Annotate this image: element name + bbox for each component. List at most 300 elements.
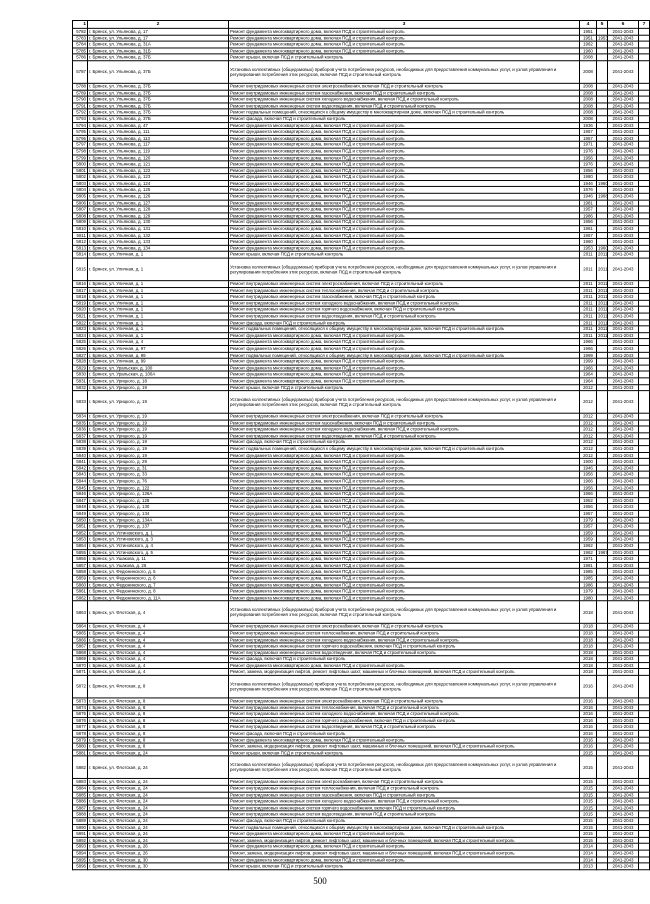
address-cell: г. Брянск, ул. Урицкого, д. 122 [88, 485, 229, 491]
work-description-cell: Ремонт фундамента многоквартирного дома, включая ПСД и строительный контроль [229, 575, 580, 581]
header-col-6: 6 [608, 20, 639, 28]
year-cell: 1966 [580, 491, 597, 497]
year-secondary-cell: 2011 [598, 307, 608, 312]
year-cell: 2012 [580, 446, 597, 452]
year-secondary-cell: 2011 [598, 332, 608, 338]
work-description-cell: Ремонт фундамента многоквартирного дома, включая ПСД и строительный контроль [229, 485, 580, 491]
work-description-cell: Ремонт фундамента многоквартирного дома, включая ПСД и строительный контроль [229, 504, 580, 510]
planned-period-cell: 2041-2043 [608, 116, 639, 122]
row-number: 5827 [73, 352, 88, 358]
address-cell: г. Брянск, ул. Ульянова, д. 120 [88, 155, 229, 161]
work-description-cell: Ремонт внутридомовых инженерных систем холодного водоснабжения, включая ПСД и строительный контроль [229, 637, 580, 643]
row-number: 5819 [73, 300, 88, 306]
year-cell: 1976 [580, 187, 597, 193]
planned-period-cell: 2041-2043 [608, 252, 639, 258]
row-number: 5871 [73, 669, 88, 675]
planned-period-cell: 2041-2043 [608, 863, 639, 869]
address-cell: г. Брянск, ул. Флотская, д. 24 [88, 837, 229, 843]
row-number: 5848 [73, 504, 88, 510]
work-description-cell: Ремонт фундамента многоквартирного дома, включая ПСД и строительный контроль [229, 28, 580, 34]
planned-period-cell: 2041-2043 [608, 155, 639, 161]
row-number: 5785 [73, 48, 88, 54]
work-description-cell: Ремонт фундамента многоквартирного дома, включая ПСД и строительный контроль [229, 358, 580, 364]
year-cell: 2018 [580, 669, 597, 675]
work-description-cell: Ремонт, замена, модернизация лифтов, ремонт лифтовых шахт, машинных и блочных помещений, включая ПСД и строительный контроль [229, 837, 580, 843]
header-col-7: 7 [639, 20, 650, 28]
year-secondary-cell [597, 601, 608, 624]
planned-period-cell: 2041-2043 [608, 426, 639, 432]
address-cell: г. Брянск, ул. Флотская, д. 4 [88, 624, 229, 630]
row-number: 5857 [73, 562, 88, 568]
year-cell: 2015 [580, 805, 597, 811]
year-cell: 2016 [580, 711, 597, 717]
work-description-cell: Ремонт фундамента многоквартирного дома, включая ПСД и строительный контроль [229, 167, 580, 173]
work-description-cell: Ремонт фундамента многоквартирного дома, включая ПСД и строительный контроль [229, 200, 580, 206]
row-number: 5814 [73, 252, 88, 258]
row-number: 5844 [73, 478, 88, 484]
year-cell: 1971 [580, 142, 597, 148]
address-cell: г. Брянск, ул. Уличная, д. 97 [88, 345, 229, 351]
work-description-cell: Ремонт фундамента многоквартирного дома, включая ПСД и строительный контроль [229, 530, 580, 536]
address-cell: г. Брянск, ул. Флотская, д. 24 [88, 756, 229, 779]
row-number: 5804 [73, 187, 88, 193]
work-description-cell: Ремонт фундамента многоквартирного дома, включая ПСД и строительный контроль [229, 452, 580, 458]
work-description-cell: Ремонт фундамента многоквартирного дома, включая ПСД и строительный контроль [229, 129, 580, 135]
year-cell: 1962 [580, 41, 597, 47]
year-cell: 1956 [580, 504, 597, 510]
planned-period-cell: 2041-2043 [608, 167, 639, 173]
row-number: 5884 [73, 785, 88, 791]
planned-period-cell: 2041-2043 [608, 485, 639, 491]
year-cell: 1956 [580, 472, 597, 478]
work-description-cell: Ремонт фундамента многоквартирного дома, включая ПСД и строительный контроль [229, 510, 580, 516]
row-number: 5874 [73, 704, 88, 710]
address-cell: г. Брянск, ул. Флотская, д. 24 [88, 818, 229, 824]
work-description-cell: Ремонт внутридомовых инженерных систем газоснабжения, включая ПСД и строительный контроль [229, 420, 580, 426]
year-cell: 1957 [580, 135, 597, 141]
year-cell: 1956 [580, 155, 597, 161]
planned-period-cell: 2041-2043 [608, 756, 639, 779]
year-cell: 1979 [580, 588, 597, 594]
work-description-cell: Ремонт внутридомовых инженерных систем теплоснабжения, включая ПСД и строительный контроль [229, 785, 580, 791]
address-cell: г. Брянск, ул. Ульянова, д. 37Б [88, 103, 229, 109]
address-cell: г. Брянск, ул. Ульянова, д. 126 [88, 193, 229, 199]
year-secondary-cell [597, 391, 608, 414]
address-cell: г. Брянск, ул. Федюнинского, д. 7 [88, 582, 229, 588]
address-cell: г. Брянск, ул. Урицкого, д. 19 [88, 384, 229, 390]
row-number: 5805 [73, 193, 88, 199]
work-description-cell: Ремонт фундамента многоквартирного дома, включая ПСД и строительный контроль [229, 187, 580, 193]
address-cell: г. Брянск, ул. Ульянова, д. 47 [88, 122, 229, 128]
year-cell: 2018 [580, 601, 597, 624]
planned-period-cell: 2041-2043 [608, 294, 639, 300]
year-cell: 2015 [580, 756, 597, 779]
work-description-cell: Ремонт фундамента многоквартирного дома, включая ПСД и строительный контроль [229, 543, 580, 549]
work-description-cell: Ремонт внутридомовых инженерных систем электроснабжения, включая ПСД и строительный контроль [229, 281, 580, 287]
year-secondary-cell: 1967 [598, 549, 608, 555]
work-description-cell: Ремонт фундамента многоквартирного дома, включая ПСД и строительный контроль [229, 365, 580, 371]
work-description-cell: Ремонт внутридомовых инженерных систем холодного водоснабжения, включая ПСД и строительный контроль [229, 711, 580, 717]
planned-period-cell: 2041-2043 [608, 730, 639, 736]
row-number: 5793 [73, 116, 88, 122]
planned-period-cell: 2041-2043 [608, 148, 639, 154]
year-cell: 1962 [580, 543, 597, 549]
planned-period-cell: 2041-2043 [608, 601, 639, 624]
row-number: 5820 [73, 307, 88, 313]
year-cell: 1957 [580, 510, 597, 516]
work-description-cell: Ремонт фундамента многоквартирного дома, включая ПСД и строительный контроль [229, 844, 580, 850]
planned-period-cell: 2041-2043 [608, 650, 639, 656]
row-number: 5869 [73, 656, 88, 662]
year-secondary-cell: 1953 [598, 35, 608, 41]
work-description-cell: Ремонт фундамента многоквартирного дома, включая ПСД и строительный контроль [229, 737, 580, 743]
planned-period-cell: 2041-2043 [608, 630, 639, 636]
row-number: 5886 [73, 798, 88, 804]
year-cell: 1936 [580, 122, 597, 128]
year-cell: 2008 [580, 96, 597, 102]
planned-period-cell: 2041-2043 [608, 420, 639, 426]
planned-period-cell: 2041-2043 [608, 643, 639, 649]
year-cell: 2018 [580, 637, 597, 643]
planned-period-cell: 2041-2043 [608, 556, 639, 562]
table-row [73, 675, 650, 698]
work-description-cell: Установка коллективных (общедомовых) приборов учета потребления ресурсов, необходимых для предоставления коммунальных услуг, и узлов управления и регулирования потребления этих ресурсов, включая ПСД и строительный контроль [229, 391, 580, 414]
row-number: 5811 [73, 232, 88, 238]
year-cell: 1900 [580, 459, 597, 465]
work-description-cell: Ремонт внутридомовых инженерных систем теплоснабжения, включая ПСД и строительный контроль [229, 287, 580, 293]
work-description-cell: Ремонт фундамента многоквартирного дома, включая ПСД и строительный контроль [229, 206, 580, 212]
empty-cell [639, 756, 650, 779]
year-secondary-cell [597, 756, 608, 779]
row-number: 5850 [73, 517, 88, 523]
year-cell: 2018 [580, 630, 597, 636]
year-cell: 1957 [580, 129, 597, 135]
empty-cell [639, 863, 650, 869]
row-number: 5890 [73, 824, 88, 830]
work-description-cell: Ремонт внутридомовых инженерных систем водоотведения, включая ПСД и строительный контроль [229, 650, 580, 656]
year-cell: 2008 [580, 83, 597, 89]
work-description-cell: Ремонт фундамента многоквартирного дома, включая ПСД и строительный контроль [229, 465, 580, 471]
work-description-cell: Ремонт внутридомовых инженерных систем горячего водоснабжения, включая ПСД и строительный контроль [229, 643, 580, 649]
year-cell: 2011 [580, 252, 597, 258]
work-description-cell: Ремонт фундамента многоквартирного дома, включая ПСД и строительный контроль [229, 371, 580, 377]
year-cell: 1960 [580, 48, 597, 54]
row-number: 5794 [73, 122, 88, 128]
row-number: 5839 [73, 446, 88, 452]
address-cell: г. Брянск, ул. Флотская, д. 24 [88, 798, 229, 804]
work-description-cell: Ремонт внутридомовых инженерных систем водоотведения, включая ПСД и строительный контроль [229, 724, 580, 730]
planned-period-cell: 2041-2043 [608, 743, 639, 749]
row-number: 5887 [73, 805, 88, 811]
address-cell: г. Брянск, ул. Флотская, д. 4 [88, 601, 229, 624]
work-description-cell: Ремонт внутридомовых инженерных систем холодного водоснабжения, включая ПСД и строительный контроль [229, 96, 580, 102]
year-cell: 2018 [580, 656, 597, 662]
row-number: 5782 [73, 28, 88, 34]
year-secondary-cell: 2011 [598, 320, 608, 325]
year-secondary-cell: 2011 [598, 300, 608, 306]
empty-cell [639, 675, 650, 698]
work-description-cell: Ремонт фундамента многоквартирного дома, включая ПСД и строительный контроль [229, 523, 580, 529]
year-cell: 1946 [580, 180, 597, 186]
planned-period-cell: 2041-2043 [608, 28, 639, 34]
planned-period-cell: 2041-2043 [608, 142, 639, 148]
address-cell: г. Брянск, ул. Устиновского, д. 5 [88, 549, 229, 555]
year-cell: 1999 [580, 358, 597, 364]
year-cell: 1951 [580, 35, 597, 41]
address-cell: г. Брянск, ул. Урицкого, д. 126А [88, 491, 229, 497]
row-number: 5789 [73, 90, 88, 96]
planned-period-cell: 2041-2043 [608, 792, 639, 798]
planned-period-cell: 2041-2043 [608, 83, 639, 89]
planned-period-cell: 2041-2043 [608, 446, 639, 452]
address-cell: г. Брянск, ул. Урицкого, д. 19 [88, 439, 229, 445]
row-number: 5837 [73, 433, 88, 439]
row-number: 5840 [73, 452, 88, 458]
table-row [73, 863, 650, 869]
address-cell: г. Брянск, ул. Уличная, д. 4 [88, 339, 229, 345]
address-cell: г. Брянск, ул. Уличная, д. 99 [88, 352, 229, 358]
year-cell: 2018 [580, 650, 597, 656]
row-number: 5868 [73, 650, 88, 656]
year-cell: 1966 [580, 339, 597, 345]
address-cell: г. Брянск, ул. Флотская, д. 8 [88, 724, 229, 730]
planned-period-cell: 2041-2043 [608, 332, 639, 338]
year-secondary-cell: 2011 [598, 294, 608, 300]
address-cell: г. Брянск, ул. Ульянова, д. 124 [88, 180, 229, 186]
year-cell: 1980 [580, 595, 597, 601]
table-row [73, 756, 650, 779]
year-cell: 1960 [580, 239, 597, 245]
work-description-cell: Ремонт внутридомовых инженерных систем электроснабжения, включая ПСД и строительный контроль [229, 779, 580, 785]
table-body [73, 28, 650, 869]
address-cell: г. Брянск, ул. Федюнинского, д. 5 [88, 569, 229, 575]
table-row [73, 601, 650, 624]
planned-period-cell: 2041-2043 [608, 523, 639, 529]
row-number: 5865 [73, 630, 88, 636]
year-cell: 2018 [580, 643, 597, 649]
year-cell: 1971 [580, 556, 597, 562]
row-number: 5851 [73, 523, 88, 529]
row-number: 5817 [73, 287, 88, 293]
planned-period-cell: 2041-2043 [608, 656, 639, 662]
year-cell: 1981 [580, 200, 597, 206]
address-cell: г. Брянск, ул. Федюнинского, д. 11А [88, 595, 229, 601]
work-description-cell: Ремонт фасада, включая ПСД и строительный контроль [229, 439, 580, 445]
row-number: 5823 [73, 326, 88, 332]
year-cell: 2011 [580, 300, 597, 306]
planned-period-cell: 2041-2043 [608, 226, 639, 232]
row-number: 5829 [73, 365, 88, 371]
address-cell: г. Брянск, ул. Флотская, д. 4 [88, 656, 229, 662]
planned-period-cell: 2041-2043 [608, 491, 639, 497]
planned-period-cell: 2041-2043 [608, 213, 639, 219]
row-number: 5896 [73, 863, 88, 869]
address-cell: г. Брянск, ул. Уличная, д. 99 [88, 358, 229, 364]
address-cell: г. Брянск, ул. Ушакова, д. 26 [88, 562, 229, 568]
address-cell: г. Брянск, ул. Ульянова, д. 37Б [88, 83, 229, 89]
planned-period-cell: 2041-2043 [608, 624, 639, 630]
address-cell: г. Брянск, ул. Ульянова, д. 127 [88, 200, 229, 206]
row-number: 5862 [73, 595, 88, 601]
year-cell: 2015 [580, 811, 597, 817]
row-number: 5854 [73, 543, 88, 549]
address-cell: г. Брянск, ул. Флотская, д. 4 [88, 662, 229, 668]
year-secondary-cell: 2011 [598, 281, 608, 287]
address-cell: г. Брянск, ул. Федюнинского, д. 8 [88, 588, 229, 594]
planned-period-cell: 2041-2043 [608, 517, 639, 523]
work-description-cell: Ремонт подвальных помещений, относящихся к общему имуществу в многоквартирном доме, включая ПСД и строительный контроль [229, 326, 580, 332]
row-number: 5879 [73, 737, 88, 743]
planned-period-cell: 2041-2043 [608, 569, 639, 575]
year-cell: 2016 [580, 675, 597, 698]
row-number: 5826 [73, 345, 88, 351]
year-cell: 1985 [580, 575, 597, 581]
address-cell: г. Брянск, ул. Ульянова, д. 130 [88, 219, 229, 225]
work-description-cell: Ремонт крыши, включая ПСД и строительный контроль [229, 750, 580, 756]
planned-period-cell: 2041-2043 [608, 724, 639, 730]
planned-period-cell: 2041-2043 [608, 219, 639, 225]
year-cell: 2015 [580, 798, 597, 804]
address-cell: г. Брянск, ул. Устиновского, д. 3 [88, 536, 229, 542]
planned-period-cell: 2041-2043 [608, 675, 639, 698]
planned-period-cell: 2041-2043 [608, 549, 639, 555]
work-description-cell: Ремонт, замена, модернизация лифтов, ремонт лифтовых шахт, машинных и блочных помещений, включая ПСД и строительный контроль [229, 743, 580, 749]
year-cell: 2012 [580, 439, 597, 445]
work-description-cell: Ремонт фундамента многоквартирного дома, включая ПСД и строительный контроль [229, 588, 580, 594]
planned-period-cell: 2041-2043 [608, 200, 639, 206]
year-cell: 1962 [580, 549, 597, 555]
year-cell: 1976 [580, 148, 597, 154]
year-cell: 2011 [580, 326, 597, 332]
address-cell: г. Брянск, ул. Флотская, д. 8 [88, 711, 229, 717]
row-number: 5885 [73, 792, 88, 798]
row-number: 5864 [73, 624, 88, 630]
work-description-cell: Ремонт фундамента многоквартирного дома, включая ПСД и строительный контроль [229, 491, 580, 497]
table-row [73, 391, 650, 414]
year-cell: 1956 [580, 219, 597, 225]
planned-period-cell: 2041-2043 [608, 103, 639, 109]
address-cell: г. Брянск, ул. Флотская, д. 26 [88, 844, 229, 850]
address-cell: г. Брянск, ул. Урицкого, д. 19 [88, 413, 229, 419]
year-cell: 1981 [580, 562, 597, 568]
address-cell: г. Брянск, ул. Ульянова, д. 125 [88, 187, 229, 193]
year-cell: 2011 [580, 313, 597, 319]
row-number: 5803 [73, 180, 88, 186]
work-description-cell: Ремонт фундамента многоквартирного дома, включая ПСД и строительный контроль [229, 517, 580, 523]
planned-period-cell: 2041-2043 [608, 129, 639, 135]
row-number: 5852 [73, 530, 88, 536]
address-cell: г. Брянск, ул. Урицкого, д. 19 [88, 426, 229, 432]
year-secondary-cell: 1968 [598, 193, 608, 199]
work-description-cell: Ремонт фундамента многоквартирного дома, включая ПСД и строительный контроль [229, 595, 580, 601]
planned-period-cell: 2041-2043 [608, 798, 639, 804]
address-cell: г. Брянск, ул. Флотская, д. 24 [88, 824, 229, 830]
address-cell: г. Брянск, ул. Урицкого, д. 76 [88, 478, 229, 484]
year-cell: 2016 [580, 724, 597, 730]
year-cell: 2016 [580, 730, 597, 736]
row-number: 5788 [73, 83, 88, 89]
address-cell: г. Брянск, ул. Ульянова, д. 134 [88, 245, 229, 251]
planned-period-cell: 2041-2043 [608, 391, 639, 414]
row-number: 5883 [73, 779, 88, 785]
work-description-cell: Ремонт фундамента многоквартирного дома, включая ПСД и строительный контроль [229, 219, 580, 225]
planned-period-cell: 2041-2043 [608, 717, 639, 723]
address-cell: г. Брянск, ул. Урицкого, д. 134А [88, 517, 229, 523]
row-number: 5878 [73, 730, 88, 736]
row-number: 5855 [73, 549, 88, 555]
planned-period-cell: 2041-2043 [608, 844, 639, 850]
row-number: 5834 [73, 413, 88, 419]
row-number: 5853 [73, 536, 88, 542]
planned-period-cell: 2041-2043 [608, 811, 639, 817]
year-cell: 1979 [580, 517, 597, 523]
year-cell: 2008 [580, 90, 597, 96]
work-description-cell: Ремонт фасада, включая ПСД и строительный контроль [229, 320, 580, 326]
planned-period-cell: 2041-2043 [608, 779, 639, 785]
address-cell: г. Брянск, ул. Ульянова, д. 37Б [88, 61, 229, 84]
work-description-cell: Ремонт фундамента многоквартирного дома, включая ПСД и строительный контроль [229, 142, 580, 148]
row-number: 5833 [73, 391, 88, 414]
row-number: 5783 [73, 35, 88, 41]
year-cell: 1959 [580, 530, 597, 536]
row-number: 5806 [73, 200, 88, 206]
row-number: 5792 [73, 109, 88, 115]
work-description-cell: Ремонт фасада, включая ПСД и строительный контроль [229, 730, 580, 736]
row-number: 5790 [73, 96, 88, 102]
row-number: 5838 [73, 439, 88, 445]
planned-period-cell: 2041-2043 [608, 857, 639, 863]
work-description-cell: Ремонт фундамента многоквартирного дома, включая ПСД и строительный контроль [229, 569, 580, 575]
planned-period-cell: 2041-2043 [608, 245, 639, 251]
planned-period-cell: 2041-2043 [608, 669, 639, 675]
year-secondary-cell: 2011 [598, 287, 608, 293]
year-cell: 2012 [580, 413, 597, 419]
row-number: 5825 [73, 339, 88, 345]
planned-period-cell: 2041-2043 [608, 287, 639, 293]
address-cell: г. Брянск, ул. Уличная, д. 1 [88, 281, 229, 287]
row-number: 5784 [73, 41, 88, 47]
address-cell: г. Брянск, ул. Флотская, д. 24 [88, 750, 229, 756]
address-cell: г. Брянск, ул. Урицкого, д. 33 [88, 472, 229, 478]
work-description-cell: Ремонт внутридомовых инженерных систем горячего водоснабжения, включая ПСД и строительный контроль [229, 717, 580, 723]
address-cell: г. Брянск, ул. Ульянова, д. 113 [88, 135, 229, 141]
address-cell: г. Брянск, ул. Флотская, д. 30 [88, 857, 229, 863]
year-secondary-cell: 1960 [598, 245, 608, 251]
year-cell: 2015 [580, 818, 597, 824]
row-number: 5835 [73, 420, 88, 426]
work-description-cell: Ремонт внутридомовых инженерных систем холодного водоснабжения, включая ПСД и строительный контроль [229, 300, 580, 306]
work-description-cell: Ремонт внутридомовых инженерных систем горячего водоснабжения, включая ПСД и строительный контроль [229, 805, 580, 811]
work-description-cell: Ремонт фундамента многоквартирного дома, включая ПСД и строительный контроль [229, 232, 580, 238]
row-number: 5798 [73, 148, 88, 154]
address-cell: г. Брянск, ул. Устиновского, д. 4 [88, 543, 229, 549]
address-cell: г. Брянск, ул. Флотская, д. 8 [88, 675, 229, 698]
planned-period-cell: 2041-2043 [608, 510, 639, 516]
year-secondary-cell: 2011 [598, 313, 608, 319]
header-col-2: 2 [88, 20, 229, 28]
year-cell: 1953 [580, 245, 597, 251]
row-number: 5881 [73, 750, 88, 756]
address-cell: г. Брянск, ул. Ульянова, д. 122 [88, 167, 229, 173]
planned-period-cell: 2041-2043 [608, 187, 639, 193]
year-cell: 1986 [580, 582, 597, 588]
planned-period-cell: 2041-2043 [608, 824, 639, 830]
planned-period-cell: 2041-2043 [608, 530, 639, 536]
row-number: 5873 [73, 698, 88, 704]
address-cell: г. Брянск, ул. Уральская, д. 100 [88, 365, 229, 371]
empty-cell [639, 391, 650, 414]
address-cell: г. Брянск, ул. Ульянова, д. 131 [88, 226, 229, 232]
